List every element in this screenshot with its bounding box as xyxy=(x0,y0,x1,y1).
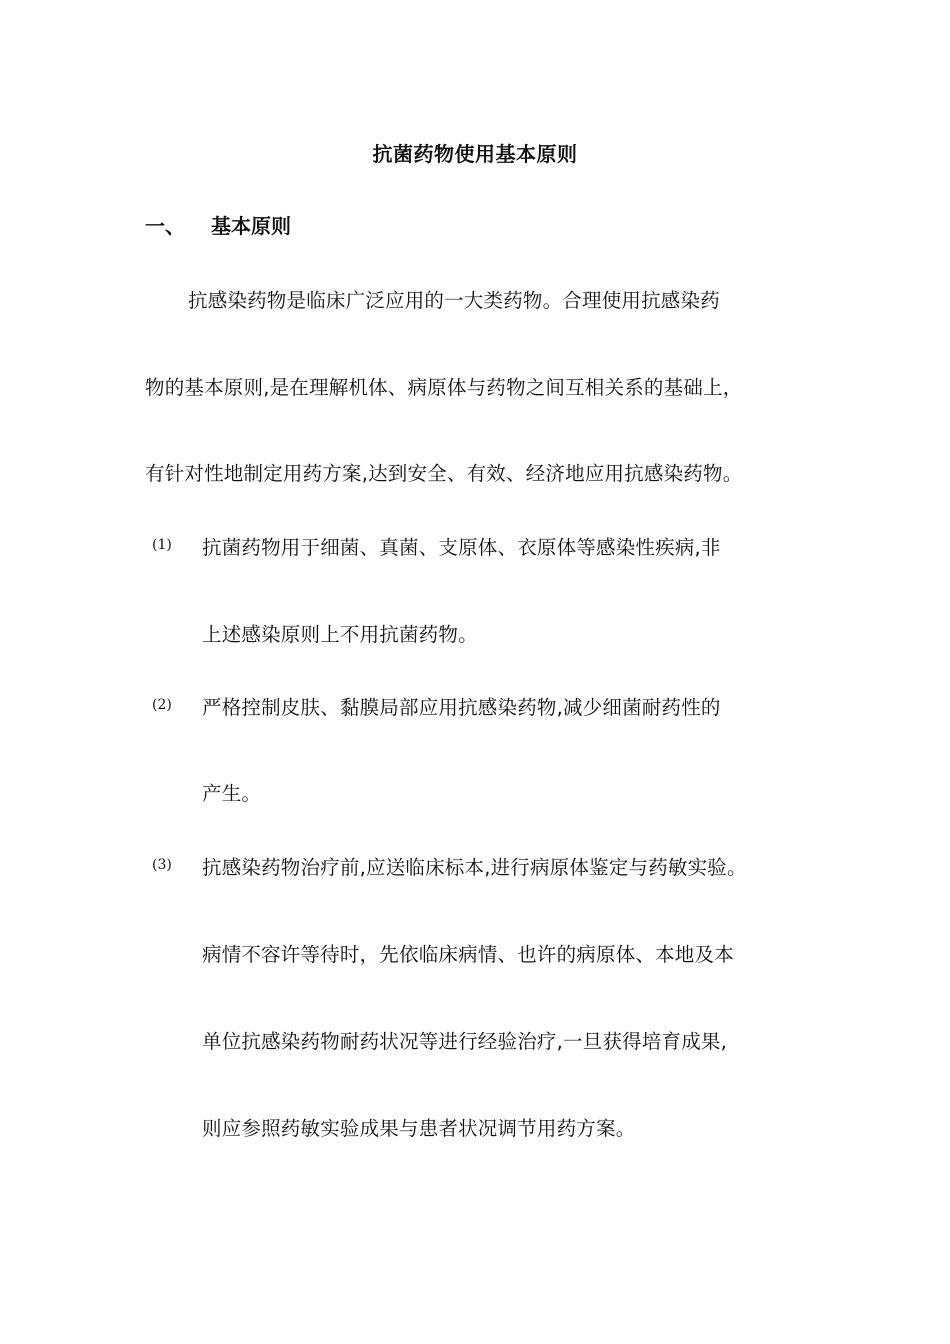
item-number: (1) xyxy=(152,537,172,553)
item-number: (3) xyxy=(152,857,172,873)
item-line: 产生。 xyxy=(202,782,262,805)
document-title: 抗菌药物使用基本原则 xyxy=(372,142,578,166)
section-title: 基本原则 xyxy=(211,214,291,238)
item-number: (2) xyxy=(152,697,172,713)
item-line: 则应参照药敏实验成果与患者状况调节用药方案。 xyxy=(202,1117,636,1140)
intro-line: 有针对性地制定用药方案,达到安全、有效、经济地应用抗感染药物。 xyxy=(145,462,743,485)
item-line: 抗感染药物治疗前,应送临床标本,进行病原体鉴定与药敏实验。 xyxy=(202,856,747,879)
item-line: 抗菌药物用于细菌、真菌、支原体、衣原体等感染性疾病,非 xyxy=(202,536,721,559)
section-heading xyxy=(145,210,291,239)
item-line: 病情不容许等待时，先依临床病情、也许的病原体、本地及本 xyxy=(202,943,734,966)
item-line: 单位抗感染药物耐药状况等进行经验治疗,一旦获得培育成果, xyxy=(202,1030,727,1053)
item-line: 上述感染原则上不用抗菌药物。 xyxy=(202,623,478,646)
item-line: 严格控制皮肤、黏膜局部应用抗感染药物,减少细菌耐药性的 xyxy=(202,696,721,719)
section-number: 一、 xyxy=(145,214,185,238)
intro-line: 抗感染药物是临床广泛应用的一大类药物。合理使用抗感染药 xyxy=(188,289,720,312)
intro-line: 物的基本原则,是在理解机体、病原体与药物之间互相关系的基础上， xyxy=(145,376,743,399)
